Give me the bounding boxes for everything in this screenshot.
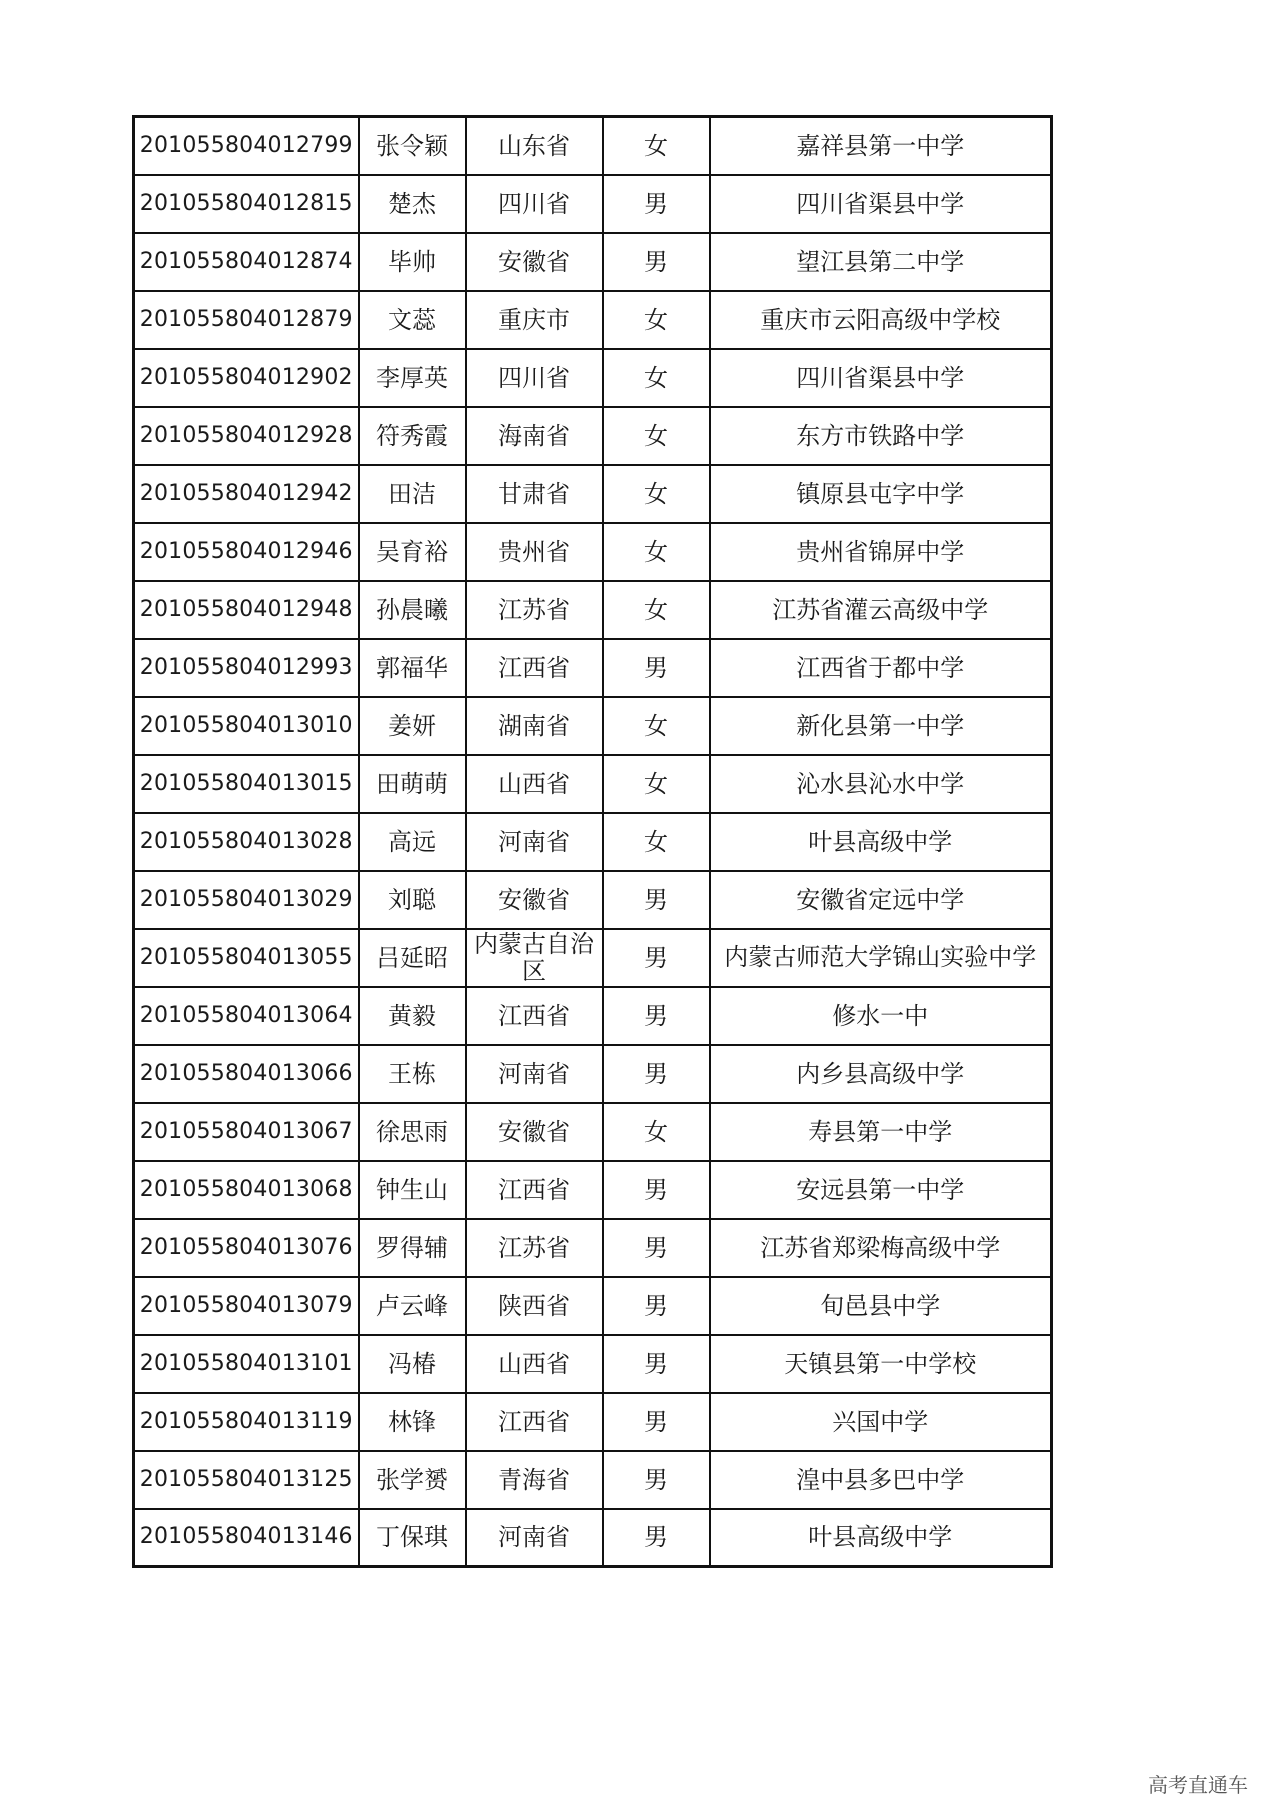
candidate-id-cell: 201055804013055 bbox=[134, 929, 359, 987]
gender-cell: 女 bbox=[603, 523, 710, 581]
gender-cell: 男 bbox=[603, 929, 710, 987]
province-cell: 江西省 bbox=[466, 987, 603, 1045]
candidate-id-cell: 201055804013125 bbox=[134, 1451, 359, 1509]
province-cell: 内蒙古自治区 bbox=[466, 929, 603, 987]
student-name-cell: 罗得辅 bbox=[359, 1219, 466, 1277]
gender-cell: 男 bbox=[603, 175, 710, 233]
province-cell: 安徽省 bbox=[466, 1103, 603, 1161]
province-cell: 河南省 bbox=[466, 1509, 603, 1567]
gender-cell: 男 bbox=[603, 1277, 710, 1335]
school-cell: 叶县高级中学 bbox=[710, 1509, 1052, 1567]
candidate-id-cell: 201055804013119 bbox=[134, 1393, 359, 1451]
student-name-cell: 张学赟 bbox=[359, 1451, 466, 1509]
student-name-cell: 李厚英 bbox=[359, 349, 466, 407]
province-cell: 江苏省 bbox=[466, 581, 603, 639]
candidate-id-cell: 201055804012946 bbox=[134, 523, 359, 581]
candidate-id-cell: 201055804013064 bbox=[134, 987, 359, 1045]
province-cell: 贵州省 bbox=[466, 523, 603, 581]
student-name-cell: 文蕊 bbox=[359, 291, 466, 349]
school-cell: 四川省渠县中学 bbox=[710, 349, 1052, 407]
school-cell: 旬邑县中学 bbox=[710, 1277, 1052, 1335]
table-row bbox=[134, 175, 1052, 233]
table-row bbox=[134, 1161, 1052, 1219]
student-name-cell: 孙晨曦 bbox=[359, 581, 466, 639]
gender-cell: 女 bbox=[603, 291, 710, 349]
student-name-cell: 田萌萌 bbox=[359, 755, 466, 813]
student-name-cell: 高远 bbox=[359, 813, 466, 871]
table-row bbox=[134, 929, 1052, 987]
school-cell: 江苏省郑梁梅高级中学 bbox=[710, 1219, 1052, 1277]
candidate-id-cell: 201055804013015 bbox=[134, 755, 359, 813]
table-row bbox=[134, 1509, 1052, 1567]
candidate-id-cell: 201055804013101 bbox=[134, 1335, 359, 1393]
gender-cell: 女 bbox=[603, 697, 710, 755]
student-roster-table bbox=[132, 115, 1053, 1568]
school-cell: 兴国中学 bbox=[710, 1393, 1052, 1451]
candidate-id-cell: 201055804013146 bbox=[134, 1509, 359, 1567]
student-name-cell: 姜妍 bbox=[359, 697, 466, 755]
province-cell: 海南省 bbox=[466, 407, 603, 465]
province-cell: 山东省 bbox=[466, 117, 603, 175]
table-row bbox=[134, 813, 1052, 871]
school-cell: 望江县第二中学 bbox=[710, 233, 1052, 291]
province-cell: 陕西省 bbox=[466, 1277, 603, 1335]
province-cell: 江西省 bbox=[466, 1161, 603, 1219]
gender-cell: 男 bbox=[603, 1045, 710, 1103]
school-cell: 安远县第一中学 bbox=[710, 1161, 1052, 1219]
gender-cell: 男 bbox=[603, 1451, 710, 1509]
table-row bbox=[134, 755, 1052, 813]
candidate-id-cell: 201055804012928 bbox=[134, 407, 359, 465]
student-name-cell: 丁保琪 bbox=[359, 1509, 466, 1567]
province-cell: 江西省 bbox=[466, 639, 603, 697]
table-row bbox=[134, 871, 1052, 929]
student-name-cell: 冯椿 bbox=[359, 1335, 466, 1393]
table-row bbox=[134, 1451, 1052, 1509]
table-row bbox=[134, 1393, 1052, 1451]
table-row bbox=[134, 1335, 1052, 1393]
table-row bbox=[134, 1045, 1052, 1103]
gender-cell: 女 bbox=[603, 349, 710, 407]
gender-cell: 男 bbox=[603, 1393, 710, 1451]
school-cell: 内乡县高级中学 bbox=[710, 1045, 1052, 1103]
student-name-cell: 林锋 bbox=[359, 1393, 466, 1451]
province-cell: 四川省 bbox=[466, 349, 603, 407]
gender-cell: 男 bbox=[603, 1161, 710, 1219]
province-cell: 江西省 bbox=[466, 1393, 603, 1451]
student-name-cell: 吴育裕 bbox=[359, 523, 466, 581]
table-row bbox=[134, 697, 1052, 755]
school-cell: 东方市铁路中学 bbox=[710, 407, 1052, 465]
candidate-id-cell: 201055804012948 bbox=[134, 581, 359, 639]
table-row bbox=[134, 465, 1052, 523]
table-row bbox=[134, 1277, 1052, 1335]
gender-cell: 女 bbox=[603, 117, 710, 175]
candidate-id-cell: 201055804013028 bbox=[134, 813, 359, 871]
province-cell: 江苏省 bbox=[466, 1219, 603, 1277]
table-row bbox=[134, 1103, 1052, 1161]
student-name-cell: 王栋 bbox=[359, 1045, 466, 1103]
gender-cell: 男 bbox=[603, 233, 710, 291]
candidate-id-cell: 201055804013068 bbox=[134, 1161, 359, 1219]
province-cell: 山西省 bbox=[466, 755, 603, 813]
school-cell: 湟中县多巴中学 bbox=[710, 1451, 1052, 1509]
student-name-cell: 刘聪 bbox=[359, 871, 466, 929]
candidate-id-cell: 201055804012942 bbox=[134, 465, 359, 523]
candidate-id-cell: 201055804013010 bbox=[134, 697, 359, 755]
gender-cell: 男 bbox=[603, 987, 710, 1045]
school-cell: 新化县第一中学 bbox=[710, 697, 1052, 755]
candidate-id-cell: 201055804013079 bbox=[134, 1277, 359, 1335]
school-cell: 江西省于都中学 bbox=[710, 639, 1052, 697]
province-cell: 四川省 bbox=[466, 175, 603, 233]
table-row bbox=[134, 117, 1052, 175]
student-name-cell: 张令颖 bbox=[359, 117, 466, 175]
school-cell: 重庆市云阳高级中学校 bbox=[710, 291, 1052, 349]
student-name-cell: 徐思雨 bbox=[359, 1103, 466, 1161]
school-cell: 叶县高级中学 bbox=[710, 813, 1052, 871]
gender-cell: 男 bbox=[603, 1509, 710, 1567]
province-cell: 山西省 bbox=[466, 1335, 603, 1393]
province-cell: 河南省 bbox=[466, 1045, 603, 1103]
gender-cell: 男 bbox=[603, 1219, 710, 1277]
table-row bbox=[134, 349, 1052, 407]
school-cell: 内蒙古师范大学锦山实验中学 bbox=[710, 929, 1052, 987]
candidate-id-cell: 201055804013067 bbox=[134, 1103, 359, 1161]
student-name-cell: 卢云峰 bbox=[359, 1277, 466, 1335]
table-row bbox=[134, 523, 1052, 581]
province-cell: 重庆市 bbox=[466, 291, 603, 349]
province-cell: 河南省 bbox=[466, 813, 603, 871]
table-row bbox=[134, 581, 1052, 639]
student-name-cell: 黄毅 bbox=[359, 987, 466, 1045]
student-name-cell: 郭福华 bbox=[359, 639, 466, 697]
gender-cell: 女 bbox=[603, 581, 710, 639]
watermark-text: 高考直通车 bbox=[1148, 1773, 1248, 1797]
candidate-id-cell: 201055804012902 bbox=[134, 349, 359, 407]
gender-cell: 女 bbox=[603, 813, 710, 871]
province-cell: 安徽省 bbox=[466, 871, 603, 929]
school-cell: 安徽省定远中学 bbox=[710, 871, 1052, 929]
gender-cell: 男 bbox=[603, 639, 710, 697]
student-name-cell: 吕延昭 bbox=[359, 929, 466, 987]
school-cell: 天镇县第一中学校 bbox=[710, 1335, 1052, 1393]
gender-cell: 女 bbox=[603, 755, 710, 813]
table-row bbox=[134, 1219, 1052, 1277]
student-name-cell: 田洁 bbox=[359, 465, 466, 523]
table-row bbox=[134, 233, 1052, 291]
province-cell: 甘肃省 bbox=[466, 465, 603, 523]
candidate-id-cell: 201055804012815 bbox=[134, 175, 359, 233]
school-cell: 沁水县沁水中学 bbox=[710, 755, 1052, 813]
student-name-cell: 楚杰 bbox=[359, 175, 466, 233]
province-cell: 青海省 bbox=[466, 1451, 603, 1509]
school-cell: 镇原县屯字中学 bbox=[710, 465, 1052, 523]
school-cell: 江苏省灌云高级中学 bbox=[710, 581, 1052, 639]
school-cell: 贵州省锦屏中学 bbox=[710, 523, 1052, 581]
province-cell: 湖南省 bbox=[466, 697, 603, 755]
school-cell: 四川省渠县中学 bbox=[710, 175, 1052, 233]
table-row bbox=[134, 407, 1052, 465]
gender-cell: 男 bbox=[603, 1335, 710, 1393]
gender-cell: 女 bbox=[603, 1103, 710, 1161]
candidate-id-cell: 201055804012799 bbox=[134, 117, 359, 175]
school-cell: 寿县第一中学 bbox=[710, 1103, 1052, 1161]
candidate-id-cell: 201055804012874 bbox=[134, 233, 359, 291]
candidate-id-cell: 201055804013066 bbox=[134, 1045, 359, 1103]
school-cell: 嘉祥县第一中学 bbox=[710, 117, 1052, 175]
candidate-id-cell: 201055804012879 bbox=[134, 291, 359, 349]
student-name-cell: 毕帅 bbox=[359, 233, 466, 291]
student-name-cell: 钟生山 bbox=[359, 1161, 466, 1219]
candidate-id-cell: 201055804012993 bbox=[134, 639, 359, 697]
candidate-id-cell: 201055804013076 bbox=[134, 1219, 359, 1277]
gender-cell: 男 bbox=[603, 871, 710, 929]
province-cell: 安徽省 bbox=[466, 233, 603, 291]
student-name-cell: 符秀霞 bbox=[359, 407, 466, 465]
candidate-id-cell: 201055804013029 bbox=[134, 871, 359, 929]
gender-cell: 女 bbox=[603, 465, 710, 523]
school-cell: 修水一中 bbox=[710, 987, 1052, 1045]
roster-body bbox=[134, 117, 1052, 1567]
table-row bbox=[134, 291, 1052, 349]
table-row bbox=[134, 639, 1052, 697]
gender-cell: 女 bbox=[603, 407, 710, 465]
table-row bbox=[134, 987, 1052, 1045]
